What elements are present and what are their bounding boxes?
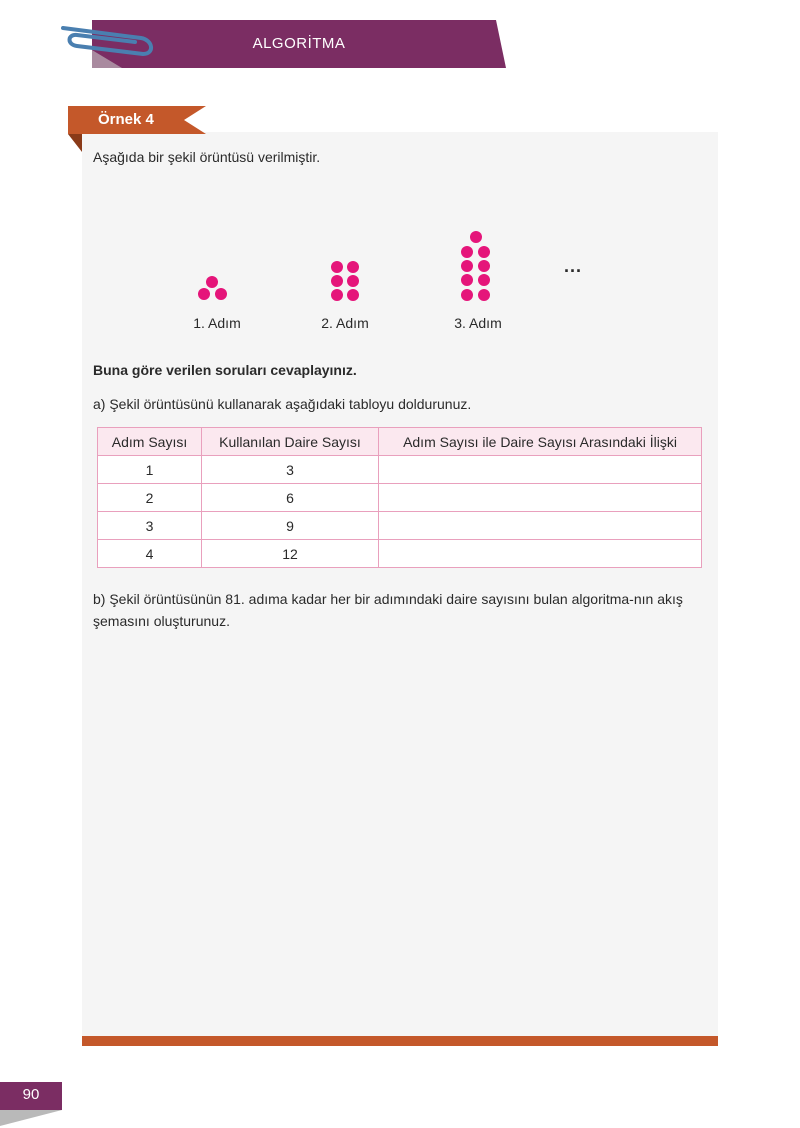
question-b: b) Şekil örüntüsünün 81. adıma kadar her bir adımındaki daire sayısını bulan algoritma-nın akış şemasını oluşturunuz. [93, 591, 683, 629]
chapter-title: ALGORİTMA [252, 35, 346, 52]
step3-dot [461, 246, 473, 258]
step3-dot [478, 246, 490, 258]
table-row [98, 512, 702, 540]
step2-dot [347, 275, 359, 287]
step1-dot [198, 288, 210, 300]
example-label: Örnek 4 [98, 111, 154, 128]
table-cell: 6 [202, 484, 379, 512]
table-header-row [98, 428, 702, 456]
page-number: 90 [22, 1086, 40, 1103]
table-header-cell: Adım Sayısı [98, 428, 202, 456]
table-cell: 12 [202, 540, 379, 568]
step3-dot [461, 274, 473, 286]
step3-dot [470, 231, 482, 243]
relation-answer-cell[interactable] [379, 512, 702, 540]
step-label-3: 3. Adım [454, 315, 502, 331]
table-cell: 4 [98, 540, 202, 568]
step3-dot [478, 289, 490, 301]
step3-dot [478, 274, 490, 286]
dot-pattern-figure [0, 0, 800, 340]
table-header-cell: Kullanılan Daire Sayısı [202, 428, 379, 456]
step1-dot [206, 276, 218, 288]
step2-dot [331, 289, 343, 301]
question-a: a) Şekil örüntüsünü kullanarak aşağıdaki tabloyu doldurunuz. [93, 396, 472, 412]
step3-dot [461, 260, 473, 272]
table-row [98, 540, 702, 568]
step2-dot [331, 275, 343, 287]
table-cell: 9 [202, 512, 379, 540]
table-cell: 3 [98, 512, 202, 540]
step2-dot [347, 261, 359, 273]
relation-answer-cell[interactable] [379, 456, 702, 484]
relation-answer-cell[interactable] [379, 484, 702, 512]
table-row [98, 456, 702, 484]
step1-dot [215, 288, 227, 300]
table-cell: 1 [98, 456, 202, 484]
pattern-table [97, 427, 702, 568]
step2-dot [331, 261, 343, 273]
step3-dot [461, 289, 473, 301]
step3-dot [478, 260, 490, 272]
continuation-ellipsis: ... [564, 256, 583, 276]
table-cell: 3 [202, 456, 379, 484]
panel-bottom-bar [82, 1036, 718, 1046]
intro-text: Aşağıda bir şekil örüntüsü verilmiştir. [93, 149, 321, 165]
table-header-cell: Adım Sayısı ile Daire Sayısı Arasındaki İlişki [379, 428, 702, 456]
step-label-1: 1. Adım [193, 315, 241, 331]
step-label-2: 2. Adım [321, 315, 369, 331]
step2-dot [347, 289, 359, 301]
table-row [98, 484, 702, 512]
table-cell: 2 [98, 484, 202, 512]
relation-answer-cell[interactable] [379, 540, 702, 568]
instruction-text: Buna göre verilen soruları cevaplayınız. [93, 362, 357, 378]
